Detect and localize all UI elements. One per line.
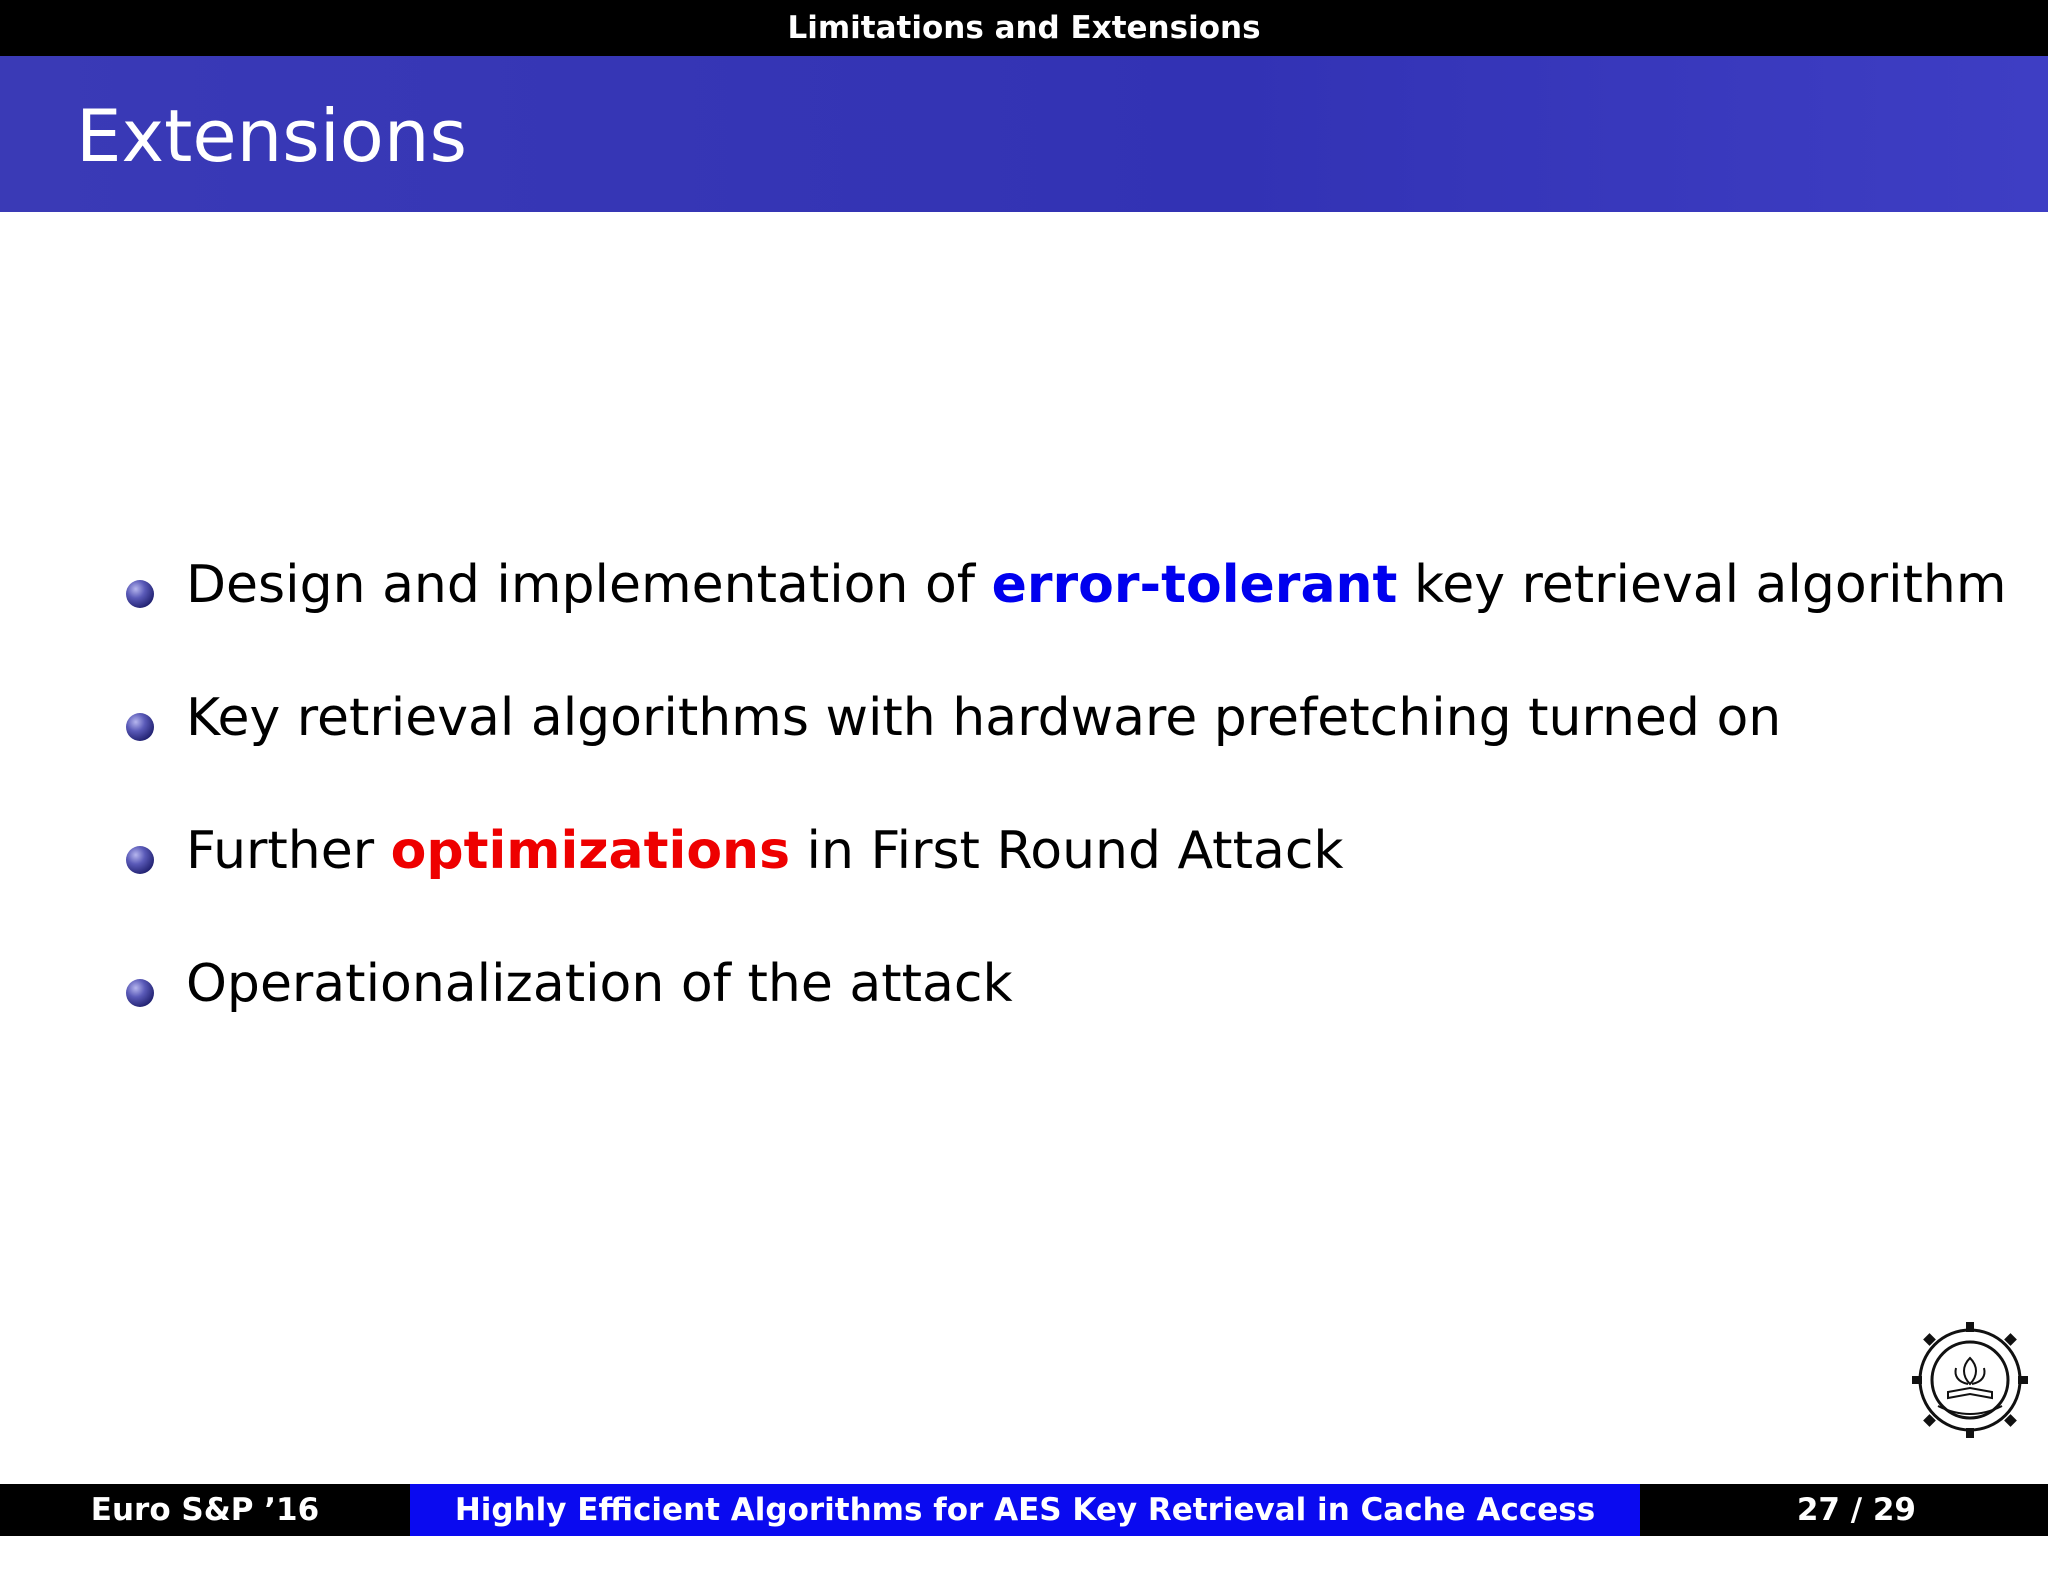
bullet-highlight: optimizations [390, 821, 791, 881]
bullet-text [186, 687, 1781, 749]
footer-paper-title-text: Highly Efficient Algorithms for AES Key Retrieval in Cache Access Attacks [454, 1492, 1596, 1580]
bullet-item [120, 939, 2020, 1072]
bullet-list [120, 540, 2020, 1072]
bullet-text-after: key retrieval algorithm [1397, 555, 2007, 615]
bullet-ball-icon [126, 846, 154, 874]
slide-title: Extensions [76, 94, 467, 178]
bullet-text-before: Design and implementation of [186, 555, 992, 615]
section-title: Limitations and Extensions [787, 10, 1261, 46]
bullet-text-after: in First Round Attack [790, 821, 1344, 881]
institute-seal-icon [1908, 1318, 2032, 1442]
footer-paper-title [410, 1484, 1640, 1580]
bullet-item [120, 806, 2020, 939]
bullet-text [186, 953, 1013, 1015]
bullet-item [120, 540, 2020, 673]
title-bar [0, 56, 2048, 212]
section-header [0, 0, 2048, 56]
bullet-item [120, 673, 2020, 806]
footer-page-text: 27 / 29 [1796, 1492, 1916, 1528]
bullet-highlight: error-tolerant [991, 555, 1398, 615]
bullet-ball-icon [126, 580, 154, 608]
bullet-text [186, 820, 1344, 882]
footer-venue [0, 1484, 410, 1536]
bullet-ball-icon [126, 979, 154, 1007]
bullet-text-before: Further [186, 821, 391, 881]
footer-venue-text: Euro S&P ’16 [90, 1492, 320, 1528]
bullet-text-before: Operationalization of the attack [186, 954, 1013, 1014]
bullet-text-before: Key retrieval algorithms with hardware prefetching turned on [186, 688, 1782, 748]
bullet-ball-icon [126, 713, 154, 741]
footer-page-number [1640, 1484, 2048, 1536]
footer [0, 1484, 2048, 1580]
bullet-text [186, 554, 2007, 616]
